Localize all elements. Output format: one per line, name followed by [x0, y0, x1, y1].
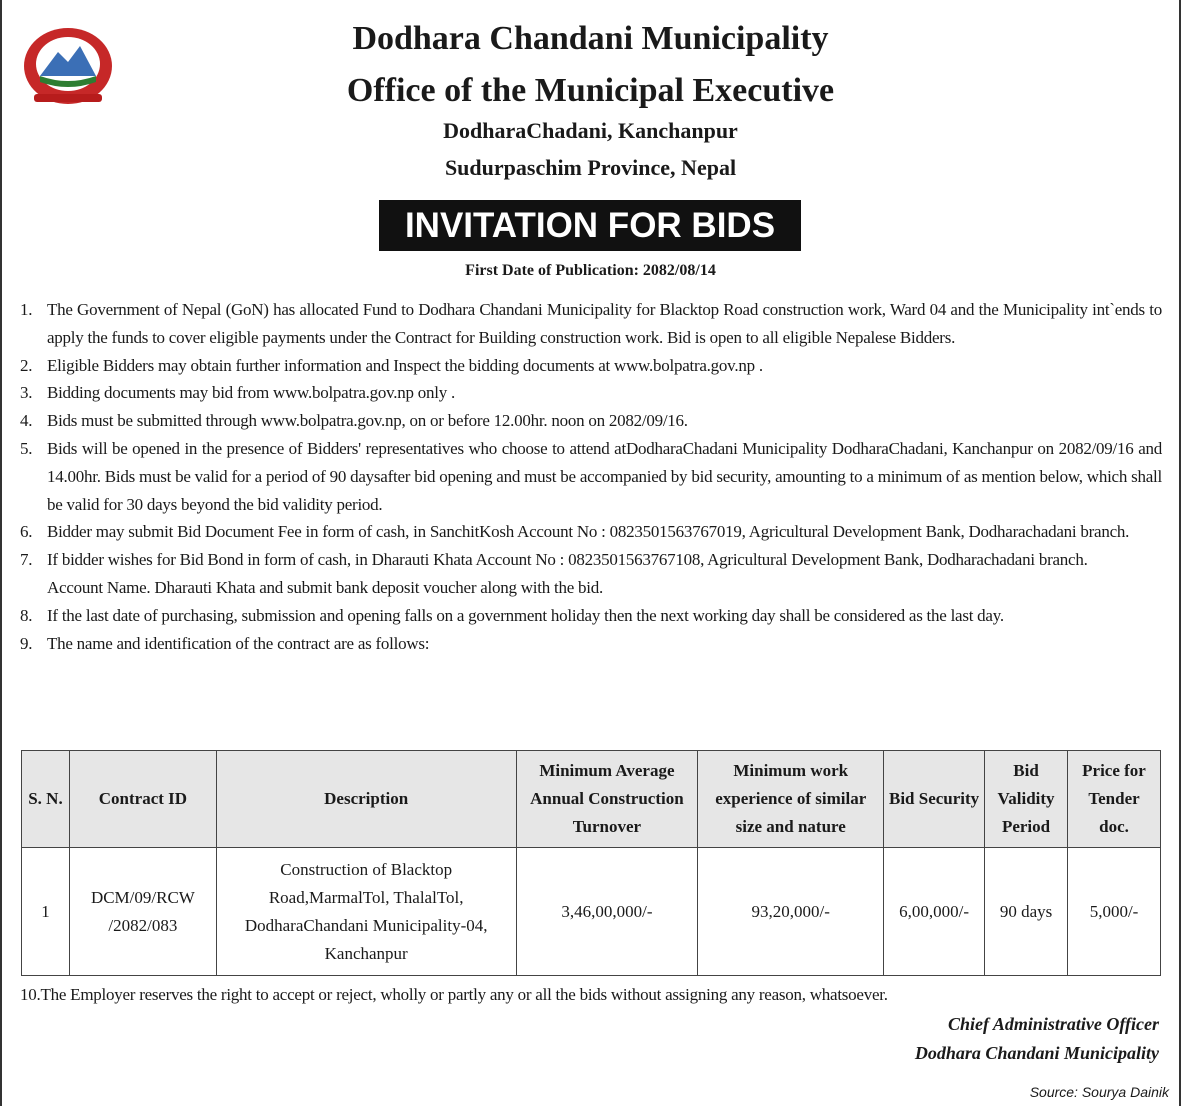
cell-bid-security: 6,00,000/-: [884, 848, 985, 976]
list-item: [20, 630, 1162, 658]
source-credit: Source: Sourya Dainik: [1029, 1084, 1169, 1100]
item-text: Bids will be opened in the presence of Bidders' representatives who choose to attend atDodharaChadani Municipality DodharaChadani, Kanchanpur on 2082/09/16 and 14.00hr. Bids must be valid for a period of 90 daysafter bid opening and must be accompanied by bid security, amounting to a minimum of as mention below, which shall be valid for 30 days beyond the bid validity period.: [47, 438, 1162, 514]
cell-validity: 90 days: [985, 848, 1068, 976]
item-text: The Government of Nepal (GoN) has allocated Fund to Dodhara Chandani Municipality for Blacktop Road construction work, Ward 04 and the Municipality int`ends to apply the funds to cover eligible payments under the Contract for Building construction work. Bid is open to all eligible Nepalese Bidders.: [47, 300, 1162, 347]
header-experience: Minimum work experience of similar size and nature: [698, 751, 884, 848]
list-item: [20, 379, 1162, 407]
header-turnover: Minimum Average Annual Construction Turnover: [516, 751, 698, 848]
item-text: Bidding documents may bid from www.bolpatra.gov.np only .: [47, 383, 456, 403]
header-sn: S. N.: [22, 751, 70, 848]
item-number: [20, 574, 47, 602]
header-price: Price for Tender doc.: [1068, 751, 1161, 848]
table-row: [22, 848, 1161, 976]
table-header-row: [22, 751, 1161, 848]
address-line: DodharaChadani, Kanchanpur: [443, 118, 738, 143]
list-item: [20, 602, 1162, 630]
item-text: If bidder wishes for Bid Bond in form of cash, in Dharauti Khata Account No : 0823501563767108, Agricultural Development Bank, Dodharachadani branch.: [47, 550, 1088, 570]
notice-items: [20, 296, 1162, 657]
invitation-banner: INVITATION FOR BIDS: [379, 200, 801, 251]
item-number: 2.: [20, 355, 33, 375]
item-number: 9.: [20, 633, 33, 653]
item-number: 8.: [20, 605, 33, 625]
header-bid-security: Bid Security: [884, 751, 985, 848]
cell-sn: 1: [22, 848, 70, 976]
item-text: Account Name. Dharauti Khata and submit bank deposit voucher along with the bid.: [47, 577, 603, 597]
list-item: [20, 407, 1162, 435]
item-number: 6.: [20, 522, 33, 542]
header-contract-id: Contract ID: [69, 751, 216, 848]
item-text: The name and identification of the contract are as follows:: [47, 633, 430, 653]
list-item: [20, 296, 1162, 352]
item-10: 10.The Employer reserves the right to accept or reject, wholly or partly any or all the bids without assigning any reason, whatsoever.: [20, 985, 888, 1004]
cell-turnover: 3,46,00,000/-: [516, 848, 698, 976]
header-description: Description: [216, 751, 516, 848]
municipality-title: Dodhara Chandani Municipality: [352, 20, 829, 57]
item-text: Bids must be submitted through www.bolpatra.gov.np, on or before 12.00hr. noon on 2082/09/16.: [47, 411, 688, 431]
province-line: Sudurpaschim Province, Nepal: [444, 155, 737, 180]
office-title: Office of the Municipal Executive: [346, 72, 835, 109]
cell-experience: 93,20,000/-: [698, 848, 884, 976]
list-item: [20, 574, 1162, 602]
item-number: 5.: [20, 438, 33, 458]
cell-price: 5,000/-: [1068, 848, 1161, 976]
cell-contract-id: DCM/09/RCW /2082/083: [69, 848, 216, 976]
list-item: [20, 518, 1162, 546]
item-number: 3.: [20, 383, 33, 403]
item-number: 1.: [20, 300, 33, 319]
list-item: [20, 546, 1162, 574]
item-text: If the last date of purchasing, submission and opening falls on a government holiday then the next working day shall be considered as the last day.: [47, 605, 1004, 625]
signatory-title: Chief Administrative Officer: [948, 1014, 1159, 1034]
list-item: [20, 435, 1162, 518]
cell-description: Construction of Blacktop Road,MarmalTol, ThalalTol, DodharaChandani Municipality-04, Kanchanpur: [216, 848, 516, 976]
item-number: 7.: [20, 550, 33, 570]
header-validity: Bid Validity Period: [985, 751, 1068, 848]
publication-date: First Date of Publication: 2082/08/14: [465, 262, 716, 279]
item-number: 4.: [20, 411, 33, 431]
contract-table: [21, 750, 1161, 976]
list-item: [20, 352, 1162, 380]
signatory-org: Dodhara Chandani Municipality: [914, 1043, 1159, 1063]
item-text: Bidder may submit Bid Document Fee in form of cash, in SanchitKosh Account No : 0823501563767019, Agricultural Development Bank, Dodharachadani branch.: [47, 522, 1130, 542]
item-text: Eligible Bidders may obtain further information and Inspect the bidding documents at www.bolpatra.gov.np .: [47, 355, 763, 375]
